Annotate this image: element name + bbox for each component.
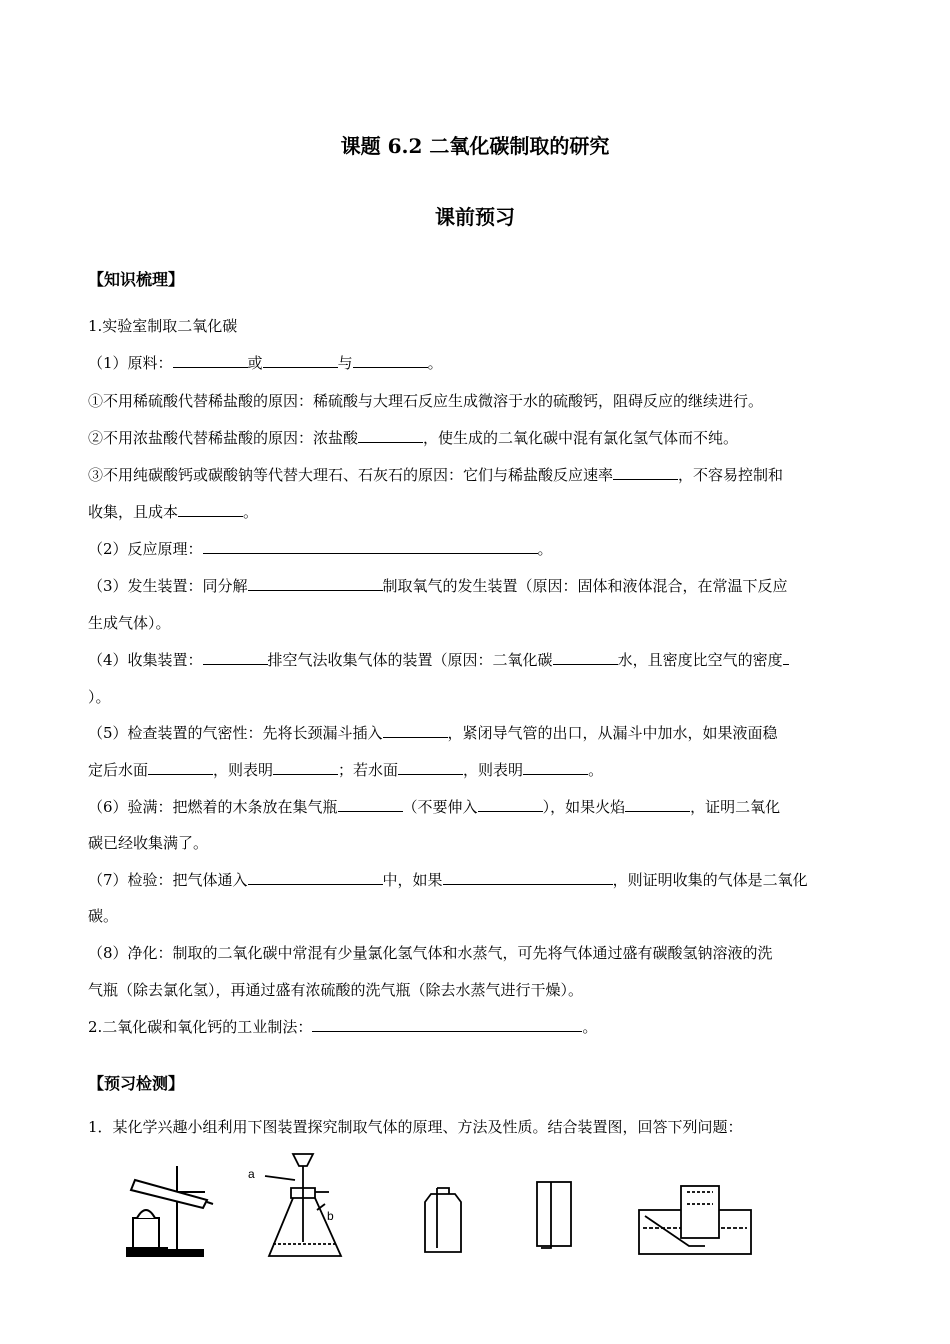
line-text: ①不用稀硫酸代替稀盐酸的原因：稀硫酸与大理石反应生成微溶于水的硫酸钙，阻碍反应的继续进行。: [88, 392, 764, 410]
fill-blank[interactable]: [173, 353, 248, 368]
line-text: 气瓶（除去氯化氢），再通过盛有浓硫酸的洗气瓶（除去水蒸气进行干燥）。: [88, 981, 584, 999]
line-text: ，紧闭导气管的出口，从漏斗中加水，如果液面稳: [447, 724, 778, 742]
line-text: 碳已经收集满了。: [88, 834, 209, 852]
section-precheck: 【预习检测】: [88, 1074, 185, 1093]
line-text: 碳。: [88, 907, 119, 925]
fill-blank[interactable]: [312, 1017, 582, 1032]
knowledge-line: [88, 906, 868, 926]
page-title: 课题 6.2 二氧化碳制取的研究: [340, 134, 610, 158]
line-text: 1.实验室制取二氧化碳: [88, 317, 238, 335]
fill-blank[interactable]: [358, 428, 423, 443]
knowledge-line: [88, 391, 868, 411]
fill-blank[interactable]: [248, 870, 383, 885]
knowledge-line: [88, 428, 868, 448]
line-text: ，则证明收集的气体是二氧化: [612, 871, 808, 889]
line-text: ，则表明: [463, 761, 524, 779]
line-text: 制取氧气的发生装置（原因：固体和液体混合，在常温下反应: [382, 577, 788, 595]
line-text: ，不容易控制和: [678, 466, 784, 484]
fill-blank[interactable]: [273, 760, 338, 775]
label-a: a: [248, 1167, 255, 1181]
fill-blank[interactable]: [443, 870, 613, 885]
line-text: ）。: [88, 688, 111, 706]
knowledge-line: [88, 1017, 868, 1037]
knowledge-line: [88, 502, 868, 522]
apparatus-c-bottle: [425, 1188, 461, 1252]
knowledge-line: [88, 465, 868, 485]
line-text: 。: [243, 503, 259, 521]
knowledge-line: [88, 870, 868, 890]
fill-blank[interactable]: [553, 650, 618, 665]
line-text: （7）检验：把气体通入: [88, 871, 248, 889]
fill-blank[interactable]: [783, 650, 789, 665]
line-text: 或: [247, 354, 263, 372]
page-subtitle: 课前预习: [435, 205, 515, 229]
fill-blank[interactable]: [263, 353, 338, 368]
apparatus-d-bottle: [537, 1182, 571, 1248]
fill-blank[interactable]: [523, 760, 588, 775]
knowledge-line: [88, 943, 868, 963]
line-text: （2）反应原理：: [88, 540, 203, 558]
line-text: （1）原料：: [88, 354, 173, 372]
fill-blank[interactable]: [625, 797, 690, 812]
fill-blank[interactable]: [203, 650, 268, 665]
apparatus-b-flask: [265, 1154, 341, 1256]
line-text: ，使生成的二氧化碳中混有氯化氢气体而不纯。: [423, 429, 739, 447]
fill-blank[interactable]: [478, 797, 543, 812]
line-text: （3）发生装置：同分解: [88, 577, 248, 595]
knowledge-line: [88, 723, 868, 743]
apparatus-e-trough: [639, 1186, 751, 1254]
fill-blank[interactable]: [203, 539, 538, 554]
line-text: （6）验满：把燃着的木条放在集气瓶: [88, 798, 338, 816]
fill-blank[interactable]: [178, 502, 243, 517]
line-text: （不要伸入: [402, 798, 478, 816]
line-text: 。: [427, 354, 443, 372]
line-text: ；若水面: [338, 761, 399, 779]
line-text: 2.二氧化碳和氧化钙的工业制法：: [88, 1018, 313, 1036]
fill-blank[interactable]: [338, 797, 403, 812]
knowledge-line: [88, 613, 868, 633]
knowledge-line: [88, 687, 868, 707]
line-text: ②不用浓盐酸代替稀盐酸的原因：浓盐酸: [88, 429, 359, 447]
fill-blank[interactable]: [383, 723, 448, 738]
knowledge-line: [88, 797, 868, 817]
line-text: （5）检查装置的气密性：先将长颈漏斗插入: [88, 724, 383, 742]
fill-blank[interactable]: [613, 465, 678, 480]
line-text: 中，如果: [382, 871, 443, 889]
knowledge-line: [88, 353, 868, 373]
question-1: 1．某化学兴趣小组利用下图装置探究制取气体的原理、方法及性质。结合装置图，回答下列问题：: [88, 1118, 743, 1136]
line-text: 与: [337, 354, 353, 372]
label-b: b: [327, 1209, 334, 1223]
apparatus-figure: [115, 1152, 775, 1268]
line-text: 。: [588, 761, 604, 779]
fill-blank[interactable]: [398, 760, 463, 775]
knowledge-line: [88, 760, 868, 780]
knowledge-line: [88, 833, 868, 853]
line-text: 生成气体）。: [88, 614, 171, 632]
line-text: （4）收集装置：: [88, 651, 203, 669]
line-text: （8）净化：制取的二氧化碳中常混有少量氯化氢气体和水蒸气，可先将气体通过盛有碳酸氢钠溶液的洗: [88, 944, 773, 962]
line-text: 排空气法收集气体的装置（原因：二氧化碳: [267, 651, 553, 669]
line-text: 定后水面: [88, 761, 149, 779]
fill-blank[interactable]: [353, 353, 428, 368]
line-text: 。: [537, 540, 553, 558]
knowledge-line: [88, 980, 868, 1000]
line-text: 。: [582, 1018, 598, 1036]
line-text: 收集，且成本: [88, 503, 179, 521]
knowledge-line: [88, 650, 868, 670]
line-text: ，证明二氧化: [690, 798, 781, 816]
knowledge-line: [88, 539, 868, 559]
knowledge-line: [88, 576, 868, 596]
line-text: ，则表明: [213, 761, 274, 779]
section-knowledge: 【知识梳理】: [88, 270, 185, 289]
line-text: 水，且密度比空气的密度: [617, 651, 783, 669]
line-text: ），如果火焰: [542, 798, 626, 816]
line-text: ③不用纯碳酸钙或碳酸钠等代替大理石、石灰石的原因：它们与稀盐酸反应速率: [88, 466, 614, 484]
knowledge-line: [88, 316, 868, 336]
apparatus-a-heating: [127, 1166, 213, 1256]
fill-blank[interactable]: [148, 760, 213, 775]
fill-blank[interactable]: [248, 576, 383, 591]
